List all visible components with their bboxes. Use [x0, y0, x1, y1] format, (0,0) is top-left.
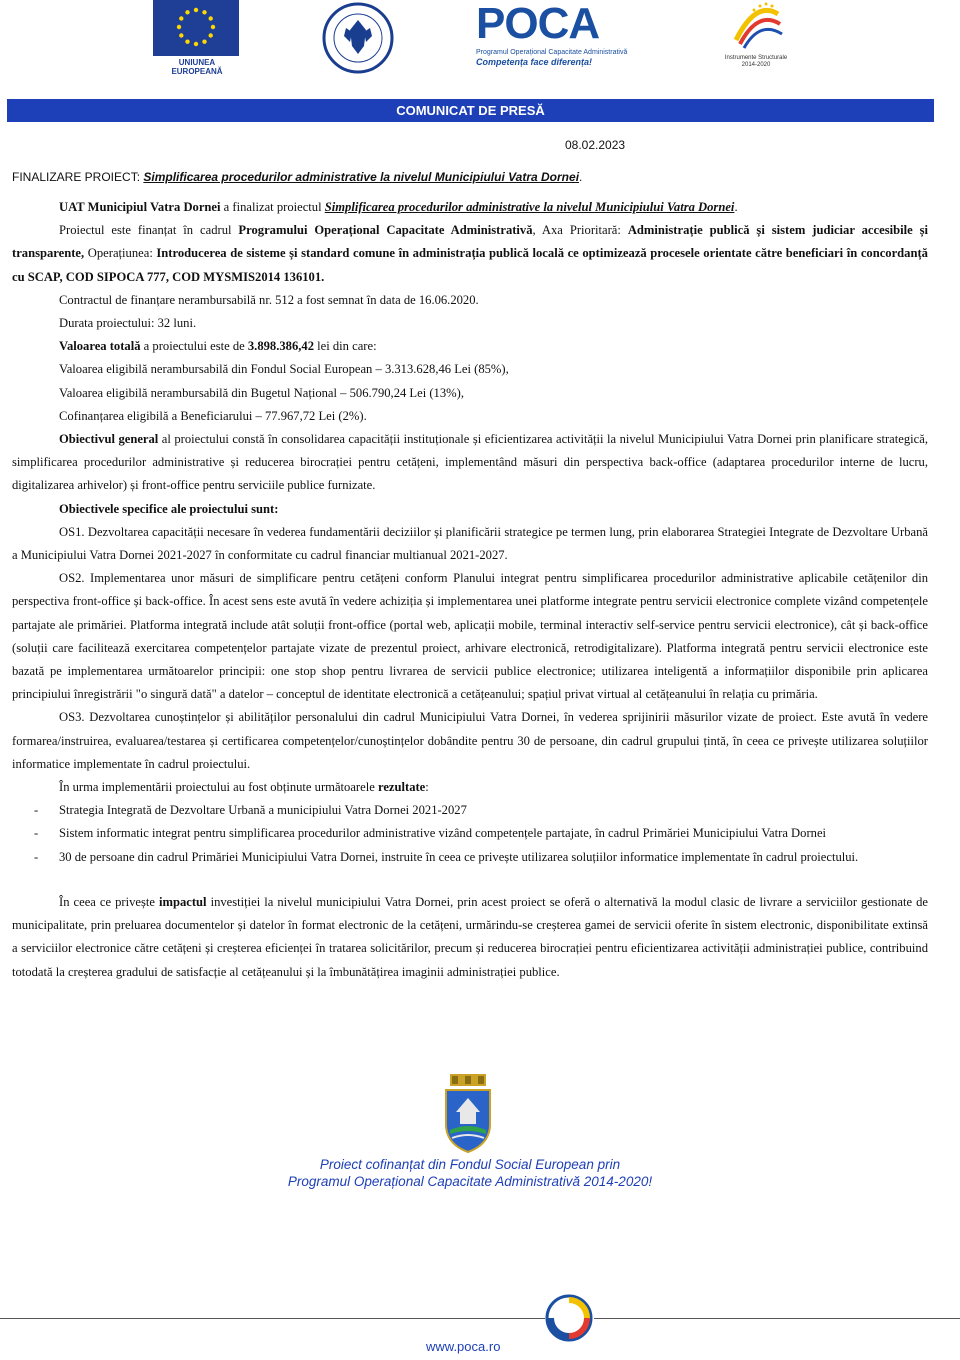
project-title: Simplificarea procedurilor administrative la nivelul Municipiului Vatra Dornei [143, 170, 580, 184]
duration-line: Durata proiectului: 32 luni. [59, 316, 197, 331]
general-objective-label: Obiectivul general [59, 432, 159, 447]
results-label: rezultate [377, 780, 426, 795]
intro-paragraph [12, 196, 928, 219]
total-value-line [12, 335, 928, 358]
poca-footer-logo [544, 1293, 594, 1343]
government-seal [322, 2, 394, 74]
contract-line: Contractul de finanțare nerambursabilă nr. 512 a fost semnat în data de 16.06.2020. [59, 292, 479, 307]
completion-label: FINALIZARE PROIECT: [12, 170, 144, 184]
completion-end: . [579, 170, 583, 184]
poca-subtitle: Programul Operațional Capacitate Administrativă [476, 49, 628, 56]
operation-name: Introducerea de sisteme și standard comune în administrația publică locală ce optimizează procesele orientate către beneficiari în concordanță cu SCAP, COD SIPOCA 777, COD MYSMIS2014 136101. [12, 246, 928, 284]
poca-logo [476, 0, 636, 72]
spacer [12, 869, 928, 891]
poca-wordmark [476, 0, 636, 48]
instrumente-structurale-logo [716, 0, 796, 72]
eu-label: UNIUNEA EUROPEANĂ [171, 58, 223, 76]
eu-flag-icon [153, 0, 239, 56]
cofinancing-statement [0, 1156, 940, 1190]
impact-text-2: investiției la nivelul municipiului Vatra Dornei, prin acest proiect se oferă o alternativă la modul clasic de livrare a serviciilor gestionate de municipalitate, prin preluarea documentelor și datelor în format electronic de la cetățeni, urmărindu-se creșterea gamei de servicii oferite în sistem electronic, disponibilitate extinsă a serviciilor electronice către cetățeni și creșterea eficienței în tratarea solicitărilor, precum și reducerea birocrației pentru eficientizarea activității administrației publice, contribuind totodată la creșterea gradului de satisfacție al cetățeanului și la îmbunătățirea imaginii administrației publice. [12, 894, 928, 979]
is-label-1: Instrumente Structurale [724, 55, 788, 61]
specific-objectives-title [12, 498, 928, 521]
intro-project-title: Simplificarea procedurilor administrative la nivelul Municipiului Vatra Dornei [324, 200, 735, 214]
objective-os1: OS1. Dezvoltarea capacității necesare în vederea fundamentării deciziilor și planificării strategice pe termen lung, prin elaborarea Strategiei Integrate de Dezvoltare Urbană a Municipiului Vatra Dornei 2021-2027 în conformitate cu cadrul financiar multianual 2021-2027. [12, 524, 928, 563]
objective-os2: OS2. Implementarea unor măsuri de simplificare pentru cetățeni conform Planului integrat pentru simplificarea procedurilor administrative aplicabile cetățenilor din perspectiva front-office și back-office. În acest sens este avută în vedere achiziția și implementarea unei platforme integrate pentru servicii electronice complete vizând competențele partajate ale primăriei. Platforma integrată include atât soluții front-office (portal web, aplicații mobile, terminal interactiv self-service pentru servicii electronice), cât și back-office (soluții care facilitează exercitarea competențelor partajate vizate de prezentul proiect, arhivare electronică, retrodigitalizare). Platforma integrată pentru servicii electronice este bazată pe implementarea următoarelor principii: one stop shop pentru livrarea de servicii publice electronice; utilizarea inteligentă a informațiilor disponibile prin aplicarea principiului înregistrării "o singură dată" a datelor – conceptul de identitate electronică a cetățeanului; spațiul privat virtual al cetățeanului în relația cu primăria. [12, 571, 928, 702]
eu-logo [153, 0, 241, 76]
objective-os3: OS3. Dezvoltarea cunoștințelor și abilităților personalului din cadrul Municipiului Vatra Dornei, în vederea sprijinirii măsurilor vizate de proiect. Este avută în vedere formarea/instruirea, evaluarea/testarea și certificarea competențelor/cunoștințelor dobândite pentru 30 de persoane, din cadrul grupului țintă, în ceea ce privește utilizarea soluțiilor informatice implementate în cadrul proiectului. [12, 710, 928, 771]
value-cofinantare-line: Cofinanțarea eligibilă a Beneficiarului – 77.967,72 Lei (2%). [59, 408, 367, 423]
results-list [12, 799, 928, 869]
general-objective-text: al proiectului constă în consolidarea capacității instituționale și eficientizarea activității la nivelul Municipiului Vatra Dornei prin planificare strategică, simplificarea procedurilor administrative și reducerea birocrației pentru cetățeni, implementând măsuri din perspectiva back-office (adaptarea procedurilor interne de lucru, digitalizarea arhivelor) și front-office pentru serviciile publice furnizate. [12, 432, 928, 493]
cofinancing-line-1: Proiect cofinanțat din Fondul Social European prin [319, 1157, 621, 1172]
financing-text-2: , Axa Prioritară: [532, 223, 628, 238]
total-value-end: lei din care: [314, 339, 377, 354]
program-name: Programului Operațional Capacitate Administrativă [238, 223, 533, 238]
logo-row [0, 0, 960, 80]
impact-label: impactul [158, 894, 207, 909]
results-end: : [425, 780, 429, 795]
vatra-dornei-crest [442, 1072, 494, 1154]
intro-end: . [734, 200, 738, 214]
poca-word: POCA [476, 0, 600, 48]
footer-divider-right [594, 1318, 960, 1319]
results-intro [12, 776, 928, 799]
general-objective-paragraph [12, 428, 928, 498]
results-text: În urma implementării proiectului au fost obținute următoarele [59, 780, 378, 795]
list-item: - Sistem informatic integrat pentru simplificarea procedurilor administrative vizând competențele partajate, în cadrul Primăriei Municipiului Vatra Dornei [12, 822, 928, 845]
poca-website-link[interactable]: www.poca.ro [426, 1339, 501, 1354]
press-release-body [12, 196, 928, 984]
uat-name: UAT Municipiul Vatra Dornei [59, 200, 221, 214]
poca-tagline: Competența face diferența! [476, 57, 593, 67]
footer-divider-left [0, 1318, 545, 1319]
project-completion-line [12, 170, 582, 184]
total-value-text: a proiectului este de [140, 339, 248, 354]
cofinancing-line-2: Programul Operațional Capacitate Administrativă 2014-2020! [287, 1174, 653, 1189]
value-fse-line: Valoarea eligibilă nerambursabilă din Fondul Social European – 3.313.628,46 Lei (85%), [59, 362, 509, 377]
total-value-amount: 3.898.386,42 [247, 339, 314, 354]
structural-instruments-icon [726, 0, 786, 50]
specific-objectives-label: Obiectivele specifice ale proiectului sunt: [59, 501, 279, 516]
government-seal-icon [322, 2, 394, 74]
list-item: - Strategia Integrată de Dezvoltare Urbană a municipiului Vatra Dornei 2021-2027 [12, 799, 928, 822]
financing-paragraph [12, 219, 928, 289]
total-value-label: Valoarea totală [59, 339, 141, 354]
press-release-banner: COMUNICAT DE PRESĂ [7, 99, 934, 122]
financing-text-1: Proiectul este finanțat în cadrul [59, 223, 239, 238]
list-item: - 30 de persoane din cadrul Primăriei Municipiului Vatra Dornei, instruite în ceea ce privește utilizarea soluțiilor informatice implementate în cadrul proiectului. [12, 846, 928, 869]
priority-axis: Administrație publică și sistem judiciar accesibile și transparente, [12, 223, 929, 261]
intro-text: a finalizat proiectul [220, 200, 325, 214]
release-date: 08.02.2023 [565, 138, 626, 152]
value-buget-line: Valoarea eligibilă nerambursabilă din Bugetul Național – 506.790,24 Lei (13%), [59, 385, 464, 400]
impact-text-1: În ceea ce privește [59, 894, 159, 909]
poca-ring-icon [544, 1293, 594, 1343]
financing-text-3: Operațiunea: [84, 246, 157, 261]
coat-of-arms-icon [442, 1072, 494, 1154]
impact-paragraph [12, 891, 928, 984]
is-label-2: 2014-2020 [741, 62, 771, 68]
